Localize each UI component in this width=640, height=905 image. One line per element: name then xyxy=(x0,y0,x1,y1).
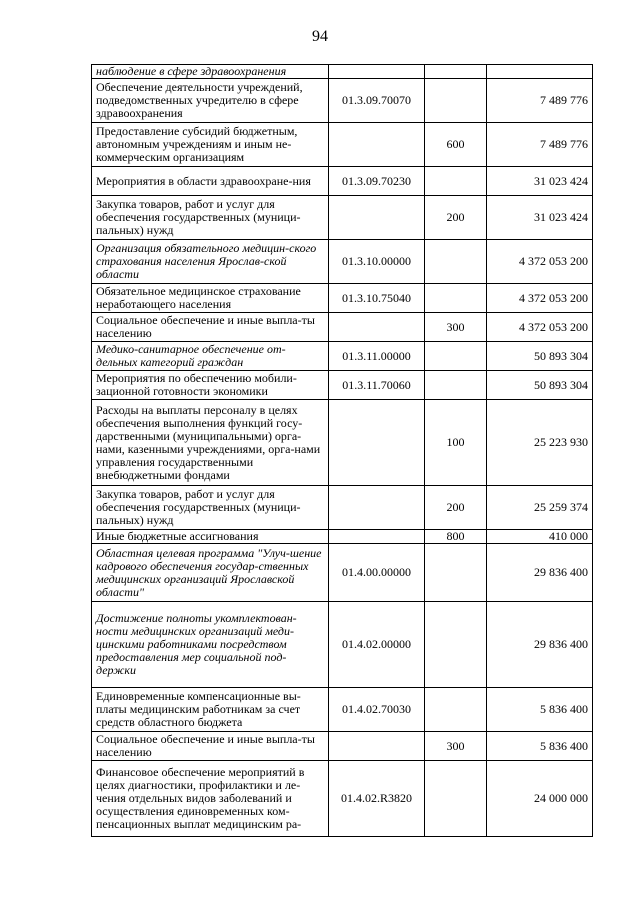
row-amount-text: 24 000 000 xyxy=(534,791,588,805)
row-code-cell xyxy=(329,240,425,284)
row-expense-type-cell xyxy=(425,544,487,602)
row-name-cell xyxy=(92,688,329,732)
table-row xyxy=(92,371,593,400)
row-amount-cell xyxy=(487,342,593,371)
row-amount-text: 410 000 xyxy=(549,529,588,543)
row-amount-text: 50 893 304 xyxy=(534,377,588,392)
row-code-cell xyxy=(329,196,425,240)
row-expense-type-text: 100 xyxy=(446,435,465,449)
row-amount-text: 7 489 776 xyxy=(540,137,588,151)
row-amount-cell xyxy=(487,761,593,837)
row-name-text: Закупка товаров, работ и услуг для обеспечения государственных (муници-пальных) нужд xyxy=(96,197,301,237)
row-amount-text: 25 259 374 xyxy=(534,500,588,514)
row-code-cell xyxy=(329,530,425,544)
row-name-cell xyxy=(92,79,329,123)
row-name-text: Иные бюджетные ассигнования xyxy=(96,529,259,543)
row-amount-cell xyxy=(487,196,593,240)
table-row xyxy=(92,313,593,342)
row-expense-type-text: 200 xyxy=(446,500,465,514)
row-code-cell xyxy=(329,65,425,79)
table-row xyxy=(92,196,593,240)
row-name-text: Закупка товаров, работ и услуг для обеспечения государственных (муници-пальных) нужд xyxy=(96,487,301,527)
table-row xyxy=(92,342,593,371)
row-code-cell xyxy=(329,544,425,602)
row-expense-type-cell xyxy=(425,123,487,167)
row-code-text: 01.3.09.70230 xyxy=(342,173,411,188)
row-name-cell xyxy=(92,371,329,400)
row-name-text: Областная целевая программа "Улуч-шение кадрового обеспечения государ-ственных медицинских организаций Ярославской области" xyxy=(96,545,322,599)
row-code-cell xyxy=(329,167,425,196)
row-name-text: Медико-санитарное обеспечение от-дельных категорий граждан xyxy=(96,342,286,369)
table-row xyxy=(92,167,593,196)
table-row xyxy=(92,761,593,837)
row-expense-type-text: 300 xyxy=(446,319,465,334)
row-name-text: наблюдение в сфере здравоохранения xyxy=(96,64,287,78)
row-expense-type-cell xyxy=(425,371,487,400)
table-row xyxy=(92,65,593,79)
row-amount-text: 4 372 053 200 xyxy=(519,254,588,268)
row-code-text: 01.3.11.70060 xyxy=(342,377,411,392)
row-expense-type-cell xyxy=(425,79,487,123)
budget-table xyxy=(91,64,593,837)
row-name-cell xyxy=(92,486,329,530)
row-expense-type-cell xyxy=(425,196,487,240)
row-amount-cell xyxy=(487,284,593,313)
table-row xyxy=(92,123,593,167)
row-code-cell xyxy=(329,284,425,313)
row-name-cell xyxy=(92,284,329,313)
row-name-cell xyxy=(92,123,329,167)
row-name-text: Организация обязательного медицин-ского страхования населения Ярослав-ской области xyxy=(96,241,317,281)
row-expense-type-text: 200 xyxy=(446,210,465,224)
row-code-text: 01.4.02.R3820 xyxy=(340,791,412,805)
row-expense-type-cell xyxy=(425,400,487,486)
row-amount-text: 29 836 400 xyxy=(534,565,588,579)
row-code-cell xyxy=(329,371,425,400)
row-name-cell xyxy=(92,167,329,196)
row-name-cell xyxy=(92,400,329,486)
row-amount-cell xyxy=(487,530,593,544)
row-code-cell xyxy=(329,486,425,530)
row-name-text: Обязательное медицинское страхование неработающего населения xyxy=(96,284,301,311)
row-amount-text: 31 023 424 xyxy=(534,173,588,188)
row-expense-type-cell xyxy=(425,313,487,342)
row-expense-type-text: 800 xyxy=(446,529,465,543)
row-expense-type-text: 600 xyxy=(446,137,465,151)
row-amount-cell xyxy=(487,688,593,732)
row-code-cell xyxy=(329,123,425,167)
row-amount-cell xyxy=(487,400,593,486)
row-expense-type-cell xyxy=(425,688,487,732)
row-amount-text: 5 836 400 xyxy=(540,702,588,716)
row-name-text: Финансовое обеспечение мероприятий в целях диагностики, профилактики и ле-чения отдельных видов заболеваний и осуществления единовременных ком-пенсационных выплат медицинским ра- xyxy=(96,765,305,831)
row-amount-text: 25 223 930 xyxy=(534,435,588,449)
row-code-cell xyxy=(329,313,425,342)
row-name-text: Социальное обеспечение и иные выпла-ты населению xyxy=(96,313,315,340)
row-amount-cell xyxy=(487,486,593,530)
row-code-cell xyxy=(329,732,425,761)
row-code-text: 01.3.10.00000 xyxy=(342,254,411,268)
row-name-text: Мероприятия по обеспечению мобили-зационной готовности экономики xyxy=(96,371,297,398)
row-name-cell xyxy=(92,530,329,544)
row-amount-text: 5 836 400 xyxy=(540,738,588,753)
table-row xyxy=(92,688,593,732)
row-amount-cell xyxy=(487,313,593,342)
row-amount-text: 4 372 053 200 xyxy=(519,290,588,305)
row-amount-cell xyxy=(487,240,593,284)
row-amount-cell xyxy=(487,602,593,688)
row-name-cell xyxy=(92,196,329,240)
row-expense-type-cell xyxy=(425,240,487,284)
row-amount-cell xyxy=(487,123,593,167)
row-amount-cell xyxy=(487,732,593,761)
page-number: 94 xyxy=(312,28,328,45)
row-expense-type-cell xyxy=(425,530,487,544)
row-code-text: 01.4.02.00000 xyxy=(342,637,411,651)
row-expense-type-cell xyxy=(425,761,487,837)
row-amount-text: 4 372 053 200 xyxy=(519,319,588,334)
row-name-cell xyxy=(92,544,329,602)
row-name-cell xyxy=(92,240,329,284)
row-amount-text: 7 489 776 xyxy=(540,93,588,107)
row-name-cell xyxy=(92,65,329,79)
table-row xyxy=(92,544,593,602)
row-amount-text: 29 836 400 xyxy=(534,637,588,651)
row-code-text: 01.3.11.00000 xyxy=(342,348,411,363)
row-code-cell xyxy=(329,400,425,486)
row-expense-type-text: 300 xyxy=(446,738,465,753)
row-name-text: Обеспечение деятельности учреждений, подведомственных учредителю в сфере здравоохранения xyxy=(96,80,303,120)
table-row xyxy=(92,79,593,123)
table-row xyxy=(92,602,593,688)
row-amount-cell xyxy=(487,65,593,79)
row-code-cell xyxy=(329,688,425,732)
row-amount-cell xyxy=(487,371,593,400)
row-amount-cell xyxy=(487,79,593,123)
table-row xyxy=(92,732,593,761)
row-name-text: Социальное обеспечение и иные выпла-ты населению xyxy=(96,732,315,759)
table-row xyxy=(92,400,593,486)
row-name-text: Мероприятия в области здравоохране-ния xyxy=(96,173,311,188)
row-code-text: 01.3.09.70070 xyxy=(342,93,411,107)
row-expense-type-cell xyxy=(425,167,487,196)
row-code-cell xyxy=(329,79,425,123)
row-expense-type-cell xyxy=(425,284,487,313)
table-row xyxy=(92,240,593,284)
row-name-cell xyxy=(92,313,329,342)
row-name-text: Единовременные компенсационные вы-платы медицинским работникам за счет средств областного бюджета xyxy=(96,689,301,729)
row-name-text: Расходы на выплаты персоналу в целях обеспечения выполнения функций госу-дарственными (муниципальными) орга-нами, казенными учреждениями, орга-нами управления государственными внебюджетными фондами xyxy=(96,402,321,482)
table-row xyxy=(92,486,593,530)
row-code-text: 01.4.02.70030 xyxy=(342,702,411,716)
row-expense-type-cell xyxy=(425,486,487,530)
row-amount-text: 31 023 424 xyxy=(534,210,588,224)
row-amount-cell xyxy=(487,544,593,602)
row-expense-type-cell xyxy=(425,602,487,688)
row-code-text: 01.3.10.75040 xyxy=(342,290,411,305)
row-expense-type-cell xyxy=(425,65,487,79)
row-code-cell xyxy=(329,342,425,371)
row-name-cell xyxy=(92,732,329,761)
row-name-cell xyxy=(92,761,329,837)
row-expense-type-cell xyxy=(425,732,487,761)
row-name-cell xyxy=(92,602,329,688)
row-amount-cell xyxy=(487,167,593,196)
row-code-text: 01.4.00.00000 xyxy=(342,565,411,579)
table-row xyxy=(92,530,593,544)
row-name-cell xyxy=(92,342,329,371)
table-row xyxy=(92,284,593,313)
row-name-text: Достижение полноты укомплектован-ности медицинских организаций меди-цинскими работниками посредством предоставления мер социальной под-держки xyxy=(96,611,297,677)
row-code-cell xyxy=(329,761,425,837)
row-code-cell xyxy=(329,602,425,688)
row-expense-type-cell xyxy=(425,342,487,371)
row-name-text: Предоставление субсидий бюджетным, автономным учреждениям и иным не-коммерческим организациям xyxy=(96,124,298,164)
row-amount-text: 50 893 304 xyxy=(534,348,588,363)
